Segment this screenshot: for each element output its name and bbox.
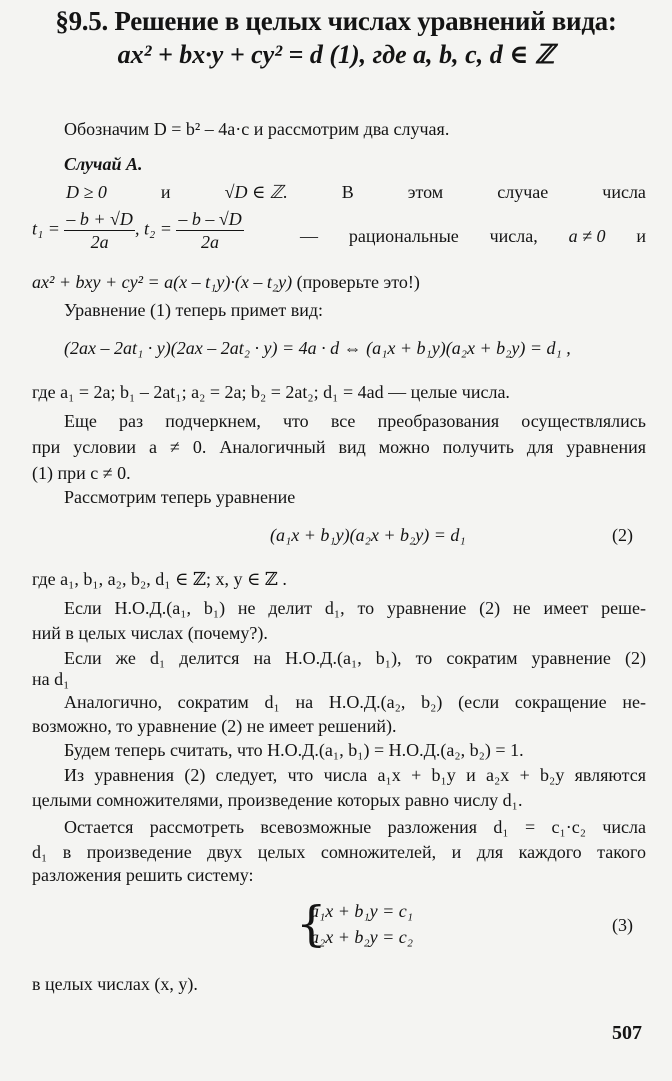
system-equation-1: a₁x + b₁y = c₁ <box>310 901 414 921</box>
condition-part: В <box>341 182 354 202</box>
t1-label: t₁ = <box>32 218 60 239</box>
factorization-note: (проверьте это!) <box>296 272 420 292</box>
paragraph-line: Из уравнения (2) следует, что числа a₁x + b₁y и a₂x + b₂y являются <box>64 765 646 785</box>
system-label: (3) <box>612 915 633 935</box>
roots-tail-part: числа, <box>489 226 538 246</box>
roots-tail-part: a ≠ 0 <box>568 226 606 246</box>
condition-line <box>66 181 646 203</box>
factorization-formula: ax² + bxy + cy² = a(x – t₁y)·(x – t₂y) <box>32 272 293 292</box>
paragraph-line: при условии a ≠ 0. Аналогичный вид можно получить для уравнения <box>32 437 646 457</box>
paragraph-line: ний в целых числах (почему?). <box>32 623 268 643</box>
t1-fraction <box>64 208 135 253</box>
condition-part: случае <box>497 182 549 202</box>
t2-denominator: 2a <box>201 232 220 252</box>
condition-part: D ≥ 0 <box>66 182 107 202</box>
condition-part: этом <box>407 182 444 202</box>
final-text: в целых числах (x, y). <box>32 974 198 994</box>
equation-2-where: где a₁, b₁, a₂, b₂, d₁ ∈ ℤ; x, y ∈ ℤ . <box>32 569 287 589</box>
section-title: §9.5. Решение в целых числах уравнений вида: <box>55 6 617 36</box>
paragraph-line: Будем теперь считать, что Н.О.Д.(a₁, b₁) = Н.О.Д.(a₂, b₂) = 1. <box>64 740 524 760</box>
roots-tail-part: — <box>300 226 318 246</box>
intro-text: Обозначим D = b² – 4a·c и рассмотрим два случая. <box>64 119 450 139</box>
condition-part: числа <box>602 182 646 202</box>
paragraph-line: на d₁ <box>32 669 70 689</box>
section-equation: ax² + bx·y + cy² = d (1), где a, b, c, d ∈ ℤ <box>117 40 555 69</box>
t2-numerator: – b – √D <box>178 209 242 229</box>
equation-system <box>296 898 413 950</box>
t2-fraction <box>176 208 243 253</box>
paragraph-line: Остается рассмотреть всевозможные разложения d₁ = c₁·c₂ числа <box>64 817 646 837</box>
paragraph-line: целыми сомножителями, произведение которых равно числу d₁. <box>32 790 523 810</box>
case-heading: Случай А. <box>64 154 143 174</box>
factorization-line <box>32 271 420 293</box>
transformed-equation: (2ax – 2at₁ · y)(2ax – 2at₂ · y) = 4a · d ⇔ (a₁x + b₁y)(a₂x + b₂y) = d₁ , <box>64 338 571 358</box>
roots-tail <box>300 225 646 247</box>
paragraph-line: Если же d₁ делится на Н.О.Д.(a₁, b₁), то сократим уравнение (2) <box>64 648 646 668</box>
page-number: 507 <box>612 1022 642 1044</box>
t2-label: , t₂ = <box>134 218 172 239</box>
paragraph-line: разложения решить систему: <box>32 865 254 885</box>
paragraph-line: (1) при c ≠ 0. <box>32 463 131 483</box>
t1-numerator: – b + √D <box>66 209 133 229</box>
equation-intro: Уравнение (1) теперь примет вид: <box>64 300 324 320</box>
paragraph-line: возможно, то уравнение (2) не имеет решений). <box>32 716 397 736</box>
roots-tail-part: рациональные <box>348 226 459 246</box>
roots-tail-part: и <box>636 226 646 246</box>
consider-text: Рассмотрим теперь уравнение <box>64 487 296 507</box>
where-line: где a₁ = 2a; b₁ – 2at₁; a₂ = 2a; b₂ = 2at₂; d₁ = 4ad — целые числа. <box>32 382 510 402</box>
condition-part: и <box>160 182 171 202</box>
paragraph-line: d₁ в произведение двух целых сомножителей, и для каждого такого <box>32 842 646 862</box>
paragraph-line: Аналогично, сократим d₁ на Н.О.Д.(a₂, b₂) (если сокращение не- <box>64 692 646 712</box>
equation-2-label: (2) <box>612 525 633 545</box>
system-equation-2: a₂x + b₂y = c₂ <box>310 927 414 947</box>
paragraph-line: Еще раз подчеркнем, что все преобразования осуществлялись <box>64 411 646 431</box>
condition-part: √D ∈ ℤ. <box>224 182 288 202</box>
roots-formula <box>32 208 244 253</box>
system-brace: { <box>296 896 327 952</box>
t1-denominator: 2a <box>90 232 109 252</box>
equation-2: (a₁x + b₁y)(a₂x + b₂y) = d₁ <box>270 525 466 545</box>
paragraph-line: Если Н.О.Д.(a₁, b₁) не делит d₁, то уравнение (2) не имеет реше- <box>64 598 646 618</box>
